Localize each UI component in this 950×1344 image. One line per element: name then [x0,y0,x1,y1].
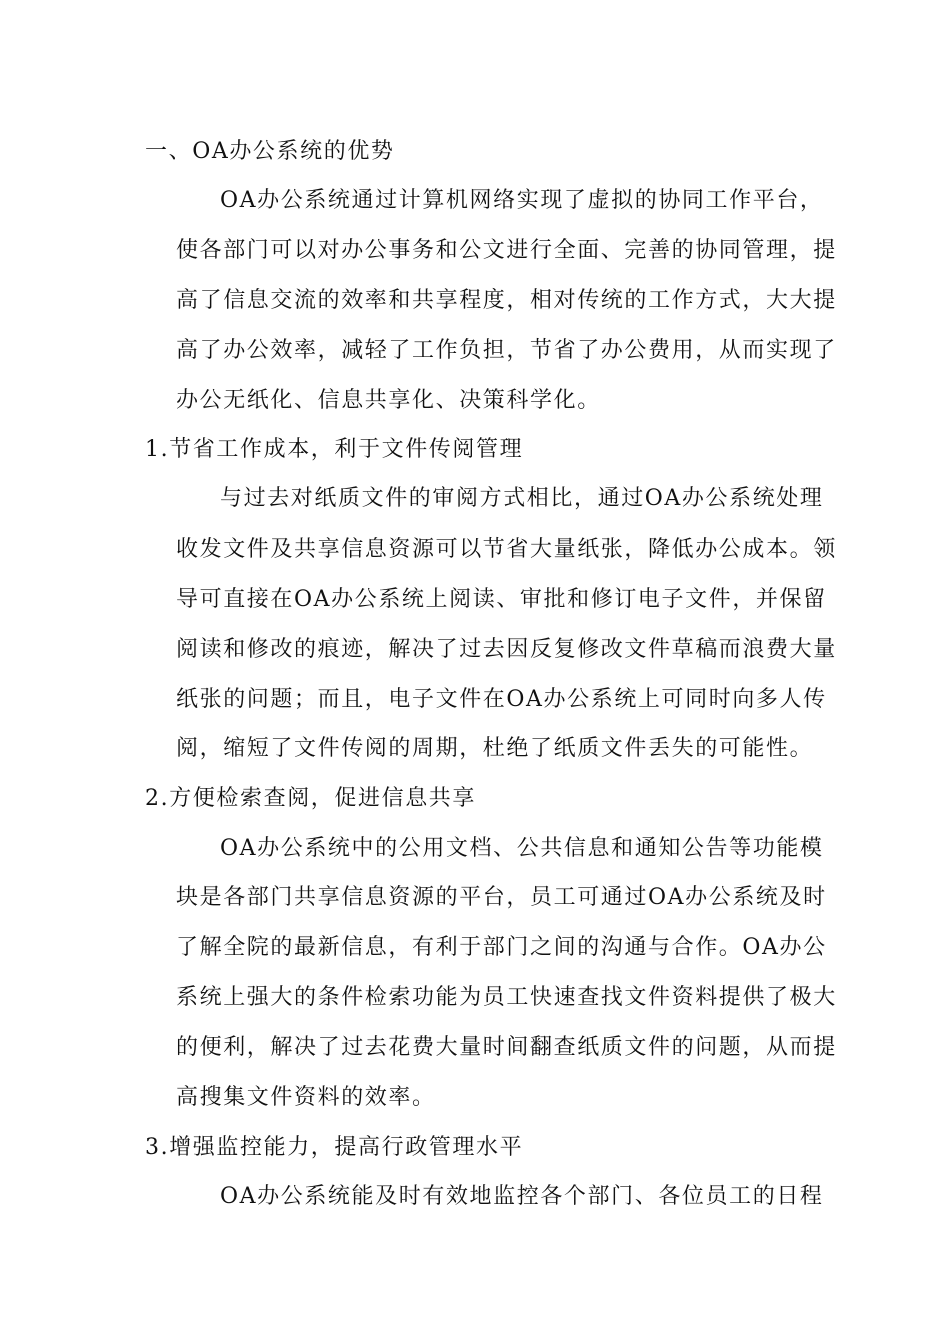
paragraph-line: OA办公系统通过计算机网络实现了虚拟的协同工作平台， [220,188,824,213]
subsection-heading: 3.增强监控能力，提高行政管理水平 [145,1135,524,1160]
paragraph-line: 高了信息交流的效率和共享程度，相对传统的工作方式，大大提 [176,288,837,313]
paragraph-line: 系统上强大的条件检索功能为员工快速查找文件资料提供了极大 [176,985,837,1010]
paragraph-line: OA办公系统中的公用文档、公共信息和通知公告等功能模 [220,836,824,861]
subsection-heading: 2.方便检索查阅，促进信息共享 [145,786,476,811]
paragraph-line: OA办公系统能及时有效地监控各个部门、各位员工的日程 [220,1184,824,1209]
paragraph-line: 收发文件及共享信息资源可以节省大量纸张，降低办公成本。领 [176,537,837,562]
paragraph-line: 的便利，解决了过去花费大量时间翻查纸质文件的问题，从而提 [176,1035,837,1060]
paragraph-line: 办公无纸化、信息共享化、决策科学化。 [176,388,601,413]
subsection-heading: 1.节省工作成本，利于文件传阅管理 [145,437,524,462]
section-heading: 一、OA办公系统的优势 [145,139,395,164]
paragraph-line: 高搜集文件资料的效率。 [176,1085,436,1110]
paragraph-line: 导可直接在OA办公系统上阅读、审批和修订电子文件，并保留 [176,587,827,612]
paragraph-line: 块是各部门共享信息资源的平台，员工可通过OA办公系统及时 [176,885,827,910]
paragraph-line: 使各部门可以对办公事务和公文进行全面、完善的协同管理，提 [176,238,837,263]
paragraph-line: 阅，缩短了文件传阅的周期，杜绝了纸质文件丢失的可能性。 [176,736,814,761]
paragraph-line: 与过去对纸质文件的审阅方式相比，通过OA办公系统处理 [220,486,824,511]
paragraph-line: 阅读和修改的痕迹，解决了过去因反复修改文件草稿而浪费大量 [176,637,837,662]
paragraph-line: 高了办公效率，减轻了工作负担，节省了办公费用，从而实现了 [176,338,837,363]
paragraph-line: 纸张的问题；而且，电子文件在OA办公系统上可同时向多人传 [176,687,827,712]
paragraph-line: 了解全院的最新信息，有利于部门之间的沟通与合作。OA办公 [176,935,827,960]
